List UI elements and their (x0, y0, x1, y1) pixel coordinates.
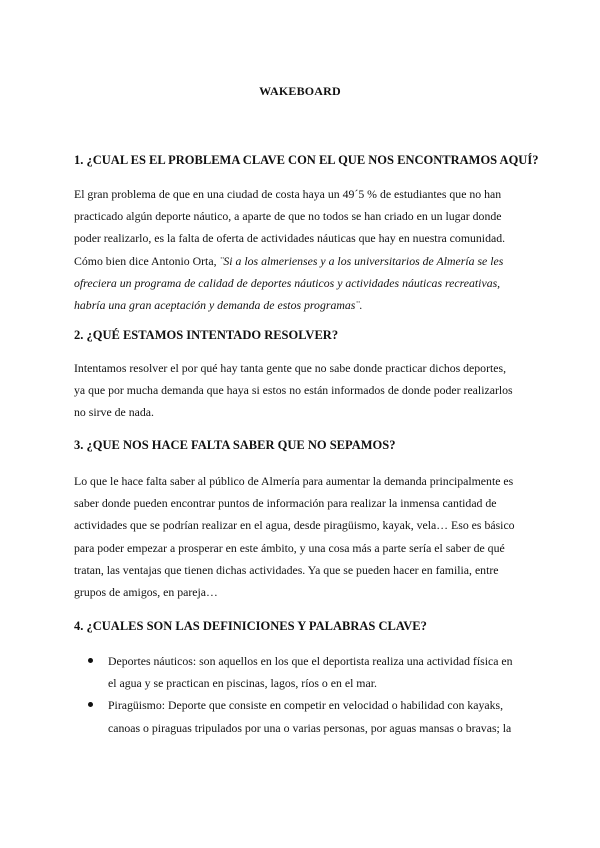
quote-text-part3: habría una gran aceptación y demanda de estos programas¨ (74, 298, 360, 313)
paragraph-line: poder realizarlo, es la falta de oferta de actividades náuticas que hay en nuestra comunidad. (74, 231, 506, 246)
paragraph-line: tratan, las ventajas que tienen dichas actividades. Ya que se pueden hacer en familia, entre (74, 562, 499, 577)
definitions-list (74, 650, 534, 739)
section-2-heading: 2. ¿QUÉ ESTAMOS INTENTADO RESOLVER? (74, 328, 339, 342)
quote-end: . (359, 298, 363, 313)
quote-text-part1: ¨Si a los almerienses y a los universitarios de Almería se les (219, 253, 504, 268)
paragraph-line: El gran problema de que en una ciudad de costa haya un 49´5 % de estudiantes que no han (74, 187, 502, 201)
list-item-line: el agua y se practican en piscinas, lagos, ríos o en el mar. (108, 676, 377, 691)
section-1-heading: 1. ¿CUAL ES EL PROBLEMA CLAVE CON EL QUE NOS ENCONTRAMOS AQUÍ? (74, 153, 539, 167)
list-item-line: Piragüismo: Deporte que consiste en competir en velocidad o habilidad con kayaks, (108, 698, 504, 713)
bullet-icon (88, 702, 93, 707)
document-title: WAKEBOARD (259, 84, 341, 98)
list-item-line: canoas o piraguas tripulados por una o varias personas, por aguas mansas o bravas; la (108, 720, 512, 735)
paragraph-line: actividades que se podrían realizar en el agua, desde piragüismo, kayak, vela… Eso es básico (74, 518, 515, 533)
paragraph-line: ya que por mucha demanda que haya si estos no están informados de donde poder realizarlos (74, 383, 513, 398)
quote-intro: Cómo bien dice Antonio Orta, (74, 253, 220, 268)
paragraph-line: para poder empezar a prosperar en este ámbito, y una cosa más a parte sería el saber de qué (74, 540, 505, 555)
section-3-paragraph (74, 470, 534, 603)
quote-line (74, 250, 534, 272)
paragraph-line: practicado algún deporte náutico, a aparte de que no todos se han criado en un lugar donde (74, 209, 502, 224)
paragraph-line: Lo que le hace falta saber al público de Almería para aumentar la demanda principalmente es (74, 474, 514, 488)
list-item (74, 650, 534, 694)
paragraph-line: saber donde pueden encontrar puntos de información para realizar la inmensa cantidad de (74, 496, 497, 511)
bullet-icon (88, 658, 93, 663)
section-4-heading: 4. ¿CUALES SON LAS DEFINICIONES Y PALABRAS CLAVE? (74, 619, 427, 633)
list-item (74, 694, 534, 738)
section-2-paragraph (74, 357, 534, 424)
section-1-paragraph (74, 183, 534, 316)
section-3-heading: 3. ¿QUE NOS HACE FALTA SABER QUE NO SEPAMOS? (74, 438, 396, 452)
quote-text-part2: ofreciera un programa de calidad de deportes náuticos y actividades náuticas recreativas, (74, 275, 501, 290)
list-item-line: Deportes náuticos: son aquellos en los que el deportista realiza una actividad física en (108, 654, 513, 668)
paragraph-line: grupos de amigos, en pareja… (74, 585, 218, 600)
paragraph-line: Intentamos resolver el por qué hay tanta gente que no sabe donde practicar dichos deportes, (74, 361, 507, 375)
quote-line-end (74, 294, 534, 316)
paragraph-line: no sirve de nada. (74, 405, 154, 420)
